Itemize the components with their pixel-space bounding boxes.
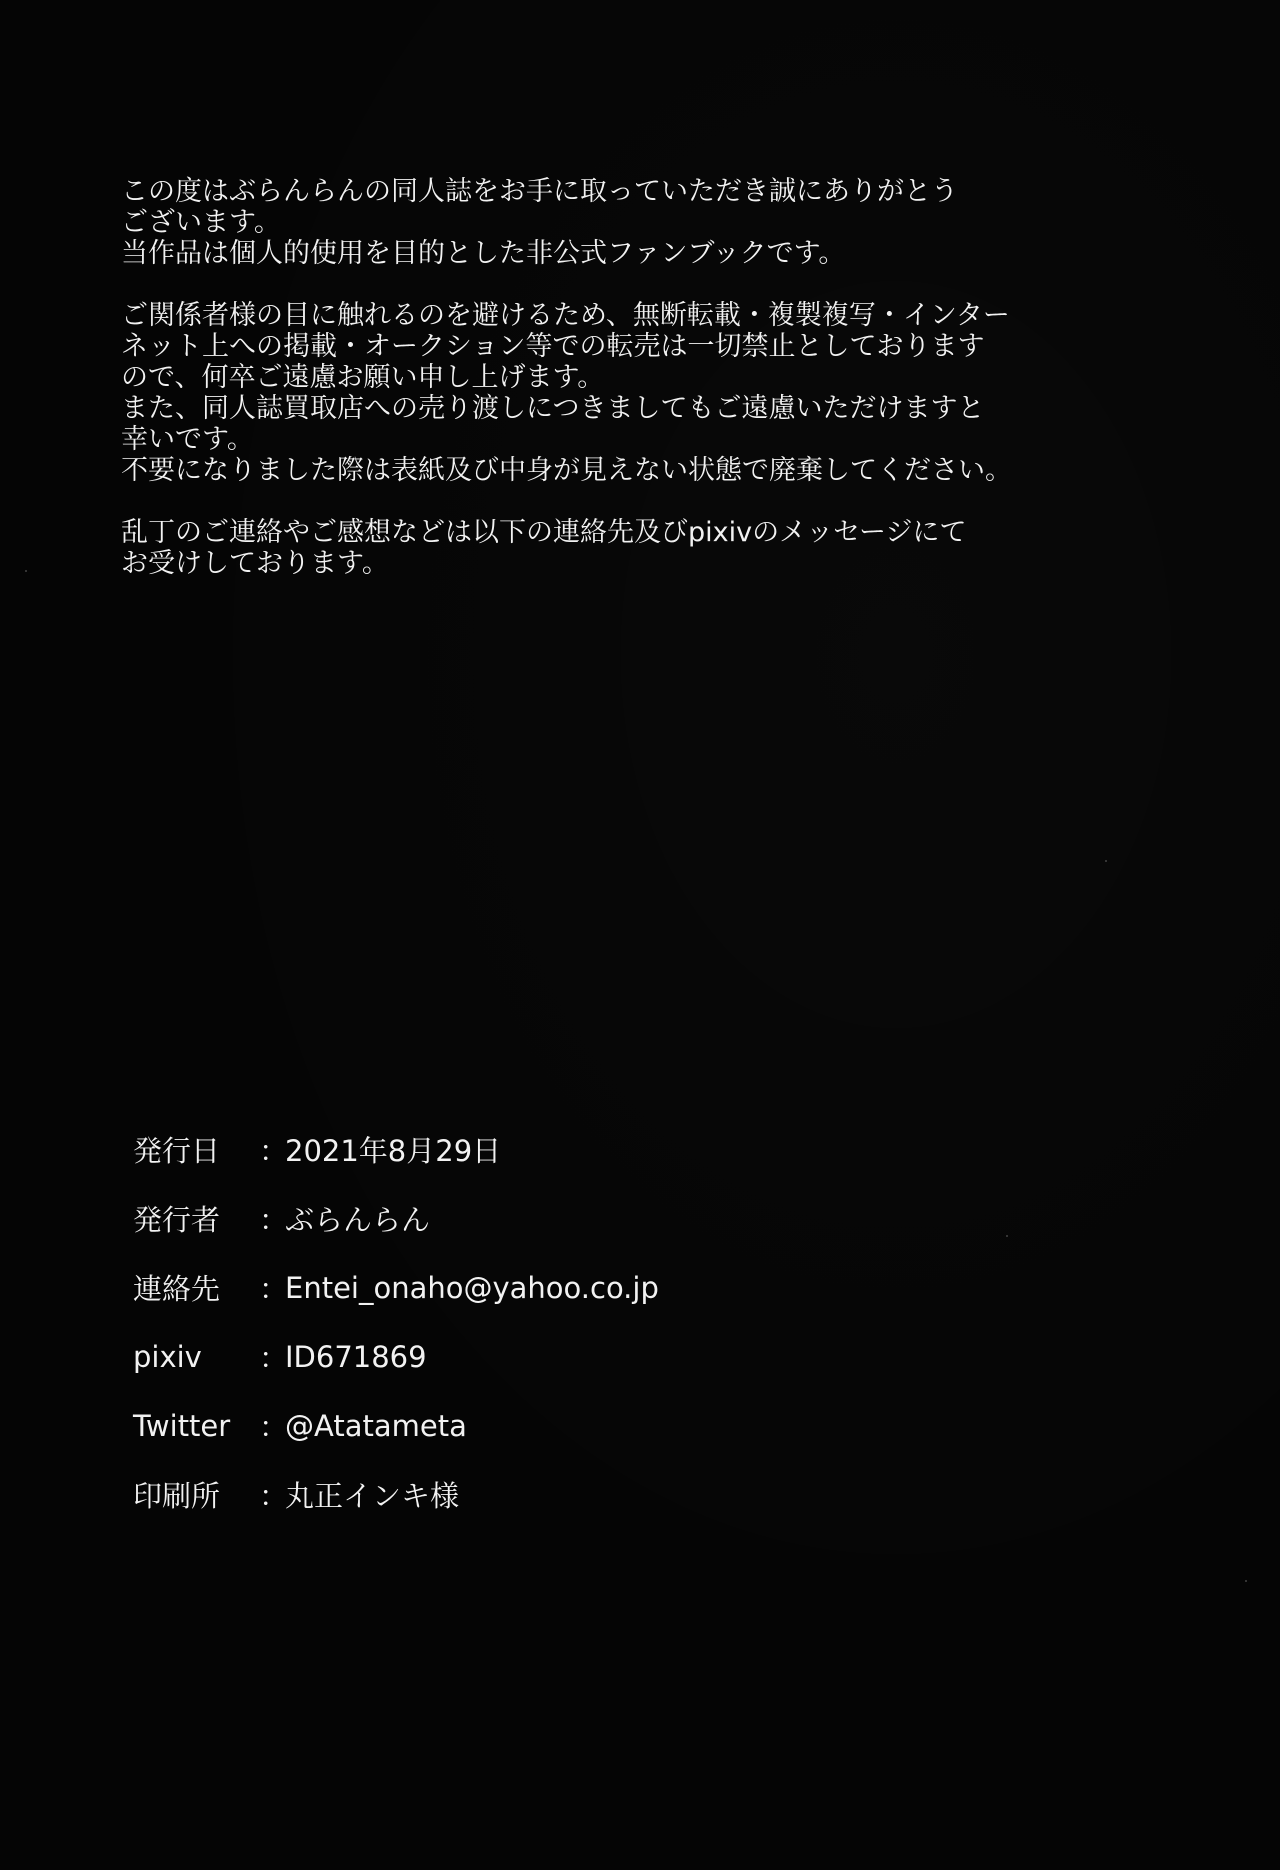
colophon-row-twitter [133,1391,659,1460]
colophon-label: 連絡先 [133,1272,221,1306]
paper-speck [1006,1235,1008,1237]
colophon-row-contact [133,1253,659,1322]
notice-text [121,176,1121,579]
paragraph-gap [121,486,1121,517]
colophon-row-date [133,1115,659,1184]
colophon-label: 発行日 [133,1134,221,1168]
paragraph-gap [121,269,1121,300]
notice-line: ご関係者様の目に触れるのを避けるため、無断転載・複製複写・インター [121,300,1010,331]
colophon-label: 印刷所 [133,1479,221,1513]
notice-line: また、同人誌買取店への売り渡しにつきましてもご遠慮いただけますと [121,393,985,424]
colophon-value: 2021年8月29日 [285,1134,502,1168]
colophon-value: @Atatameta [285,1408,467,1443]
notice-line: 当作品は個人的使用を目的とした非公式ファンブックです。 [121,238,846,269]
notice-line: ので、何卒ご遠慮お願い申し上げます。 [121,362,605,393]
notice-line: ございます。 [121,207,281,238]
colophon-separator: ： [259,1479,289,1513]
notice-line: 乱丁のご連絡やご感想などは以下の連絡先及びpixivのメッセージにて [121,517,967,548]
notice-line: 不要になりました際は表紙及び中身が見えない状態で廃棄してください。 [121,455,1012,486]
colophon-label: Twitter [133,1408,231,1443]
colophon-label: 発行者 [133,1203,221,1237]
colophon-label: pixiv [133,1339,202,1374]
colophon-separator: ： [259,1134,289,1168]
colophon [133,1115,659,1529]
notice-line: ネット上への掲載・オークション等での転売は一切禁止としております [121,331,985,362]
colophon-value: ID671869 [285,1339,427,1374]
colophon-separator: ： [259,1203,289,1237]
paper-speck [1105,860,1107,862]
colophon-value: ぶらんらん [285,1203,431,1237]
colophon-separator: ： [259,1410,289,1444]
colophon-row-publisher [133,1184,659,1253]
notice-line: この度はぶらんらんの同人誌をお手に取っていただき誠にありがとう [121,176,958,207]
notice-line: 幸いです。 [121,424,254,455]
colophon-separator: ： [259,1341,289,1375]
colophon-value: 丸正インキ様 [285,1479,460,1513]
colophon-row-printer [133,1460,659,1529]
notice-line: お受けしております。 [121,548,389,579]
paper-speck [1245,1580,1247,1582]
colophon-value: Entei_onaho@yahoo.co.jp [285,1270,659,1305]
colophon-separator: ： [259,1272,289,1306]
paper-speck [25,570,27,572]
colophon-row-pixiv [133,1322,659,1391]
